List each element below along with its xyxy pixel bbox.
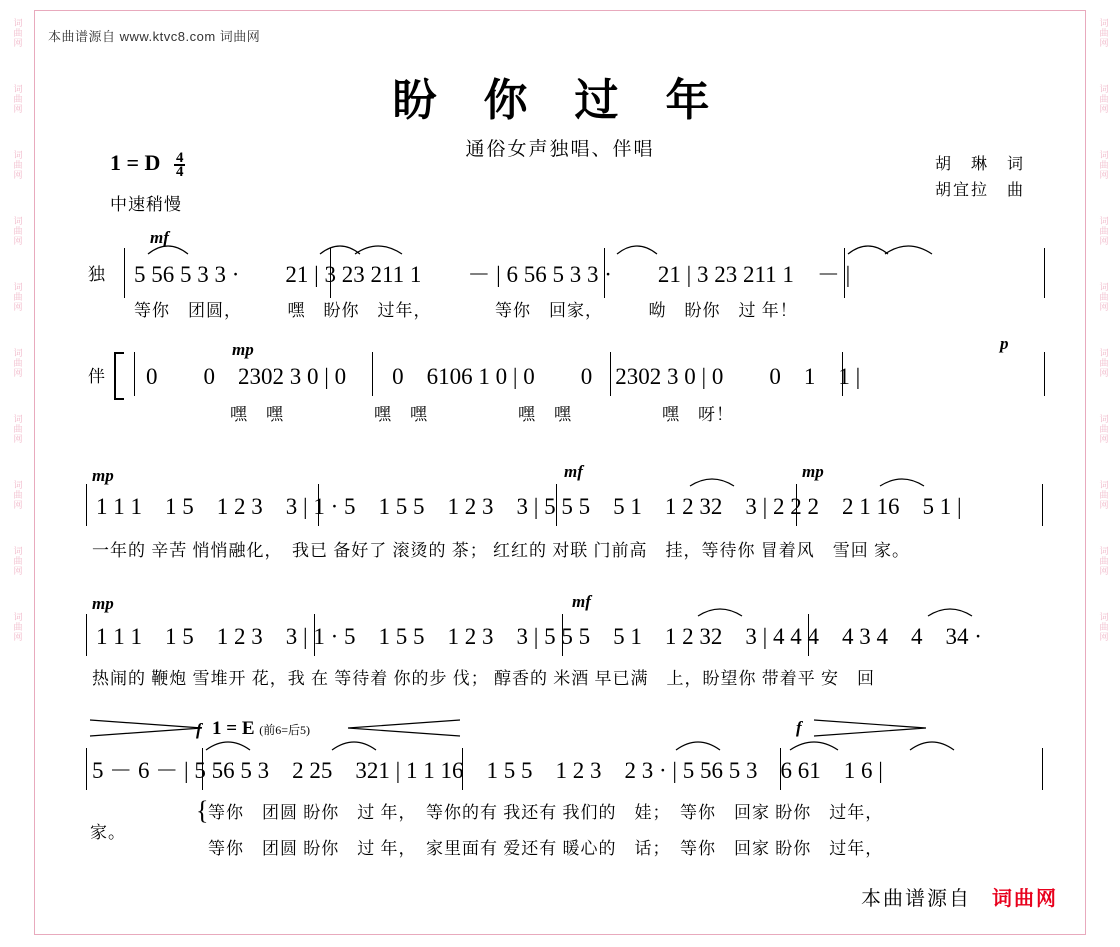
footer-text: 本曲谱源自	[861, 888, 971, 910]
barline	[86, 748, 87, 790]
time-signature	[174, 152, 186, 178]
key-signature	[110, 150, 185, 178]
dynamic-mf: mf	[572, 592, 591, 611]
barline	[1044, 352, 1045, 396]
watermark-text: 词曲网	[12, 216, 23, 246]
dynamic-mp: mp	[92, 594, 114, 613]
credits	[935, 152, 1025, 204]
watermark-text: 词曲网	[12, 282, 23, 312]
watermark-text: 词曲网	[1098, 480, 1109, 510]
watermark-text: 词曲网	[1098, 546, 1109, 576]
barline	[134, 352, 135, 396]
notes-row: 1 1 1 1 5 1 2 3 3 | 1 · 5 1 5 5 1 2 3 3 | 5 5 5 5 1 1 2 32 3 | 4 4 4 4 3 4 4 34 ·	[96, 624, 982, 649]
lyrics-row: 等你 团圆， 嘿 盼你 过年， 等你 回家， 呦 盼你 过 年！	[134, 301, 798, 320]
lyricist: 胡 琳 词	[934, 156, 1025, 173]
notes-row: 5 － 6 － | 5 56 5 3 2 25 321 | 1 1 16 1 5 5 1 2 3 2 3 · | 5 56 5 3 6 61 1 6 |	[92, 758, 883, 783]
watermark-text: 词曲网	[1098, 216, 1109, 246]
footer-note	[861, 882, 1058, 911]
dynamic-mf: mf	[150, 228, 169, 247]
dynamic-mp: mp	[802, 462, 824, 481]
composer: 胡宜拉 曲	[934, 182, 1025, 199]
watermark-text: 词曲网	[1098, 282, 1109, 312]
dynamic-mf: mf	[564, 462, 583, 481]
key-signature-text: 1 = D	[110, 150, 161, 175]
notes-row: 1 1 1 1 5 1 2 3 3 | 1 · 5 1 5 5 1 2 3 3 | 5 5 5 5 1 1 2 32 3 | 2 2 2 2 1 16 5 1 |	[96, 494, 962, 519]
watermark-text: 词曲网	[1098, 84, 1109, 114]
lyrics-continuation: 家。	[90, 823, 126, 842]
key-change-label: 1 = E	[212, 718, 255, 739]
dynamic-p: p	[1000, 334, 1009, 353]
source-note: 本曲谱源自 www.ktvc8.com 词曲网	[48, 29, 261, 44]
barline	[1042, 484, 1043, 526]
watermark-text: 词曲网	[12, 348, 23, 378]
dynamic-f: f	[196, 720, 202, 739]
slur-group-system4	[90, 732, 1050, 754]
watermark-text: 词曲网	[12, 150, 23, 180]
watermark-text: 词曲网	[12, 546, 23, 576]
dynamic-f: f	[796, 718, 802, 737]
lyrics-row: 热闹的 鞭炮 雪堆开 花，我 在 等待着 你的步 伐； 醇香的 米酒 早已满 上，盼望你 带着平 安 回	[92, 669, 875, 688]
tempo-marking: 中速稍慢	[110, 195, 182, 214]
barline	[1042, 748, 1043, 790]
barline	[86, 614, 87, 656]
lyrics-row: 一年的 辛苦 悄悄融化， 我已 备好了 滚烫的 茶； 红红的 对联 门前高 挂，等待你 冒着风 雪回 家。	[92, 541, 910, 560]
watermark-text: 词曲网	[1098, 18, 1109, 48]
meter-denominator: 4	[175, 164, 184, 180]
verse-brace: {	[196, 796, 209, 825]
lyrics-row: 嘿 嘿 嘿 嘿 嘿 嘿 嘿 呀！	[230, 405, 734, 424]
watermark-text: 词曲网	[12, 612, 23, 642]
barline	[124, 248, 125, 298]
slur-group-system1	[130, 236, 1050, 258]
notes-row: 0 0 2302 3 0 | 0 0 6106 1 0 | 0 0 2302 3 0 | 0 0 1 1 |	[146, 364, 861, 389]
watermark-text: 词曲网	[12, 414, 23, 444]
slur-group-system2	[90, 470, 1050, 490]
footer-site: 词曲网	[992, 888, 1058, 910]
watermark-text: 词曲网	[1098, 612, 1109, 642]
notes-row: 5 56 5 3 3 · 21 | 3 23 211 1 － | 6 56 5 3 3 · 21 | 3 23 211 1 － |	[134, 262, 851, 287]
watermark-text: 词曲网	[1098, 348, 1109, 378]
dynamic-mp: mp	[232, 340, 254, 359]
watermark-text: 词曲网	[12, 18, 23, 48]
watermark-text: 词曲网	[1098, 150, 1109, 180]
lyrics-verse-2: 等你 团圆 盼你 过 年， 家里面有 爱还有 暖心的 话； 等你 回家 盼你 过年，	[208, 839, 884, 858]
barline	[86, 484, 87, 526]
dynamic-mp: mp	[92, 466, 114, 485]
slur-group-system3	[90, 600, 1050, 620]
watermark-text: 词曲网	[12, 480, 23, 510]
subtitle: 通俗女声独唱、伴唱	[465, 139, 655, 160]
key-change-note: (前6=后5)	[259, 723, 311, 737]
watermark-text: 词曲网	[12, 84, 23, 114]
voice-label-accompany: 伴	[88, 367, 105, 386]
lyrics-verse-1: 等你 团圆 盼你 过 年， 等你的有 我还有 我们的 娃； 等你 回家 盼你 过年，	[208, 803, 884, 822]
page-title: 盼 你 过 年	[392, 76, 728, 125]
voice-label-solo: 独	[88, 265, 105, 284]
voice-bracket	[114, 352, 124, 400]
meter-numerator: 4	[175, 150, 184, 166]
watermark-text: 词曲网	[1098, 414, 1109, 444]
